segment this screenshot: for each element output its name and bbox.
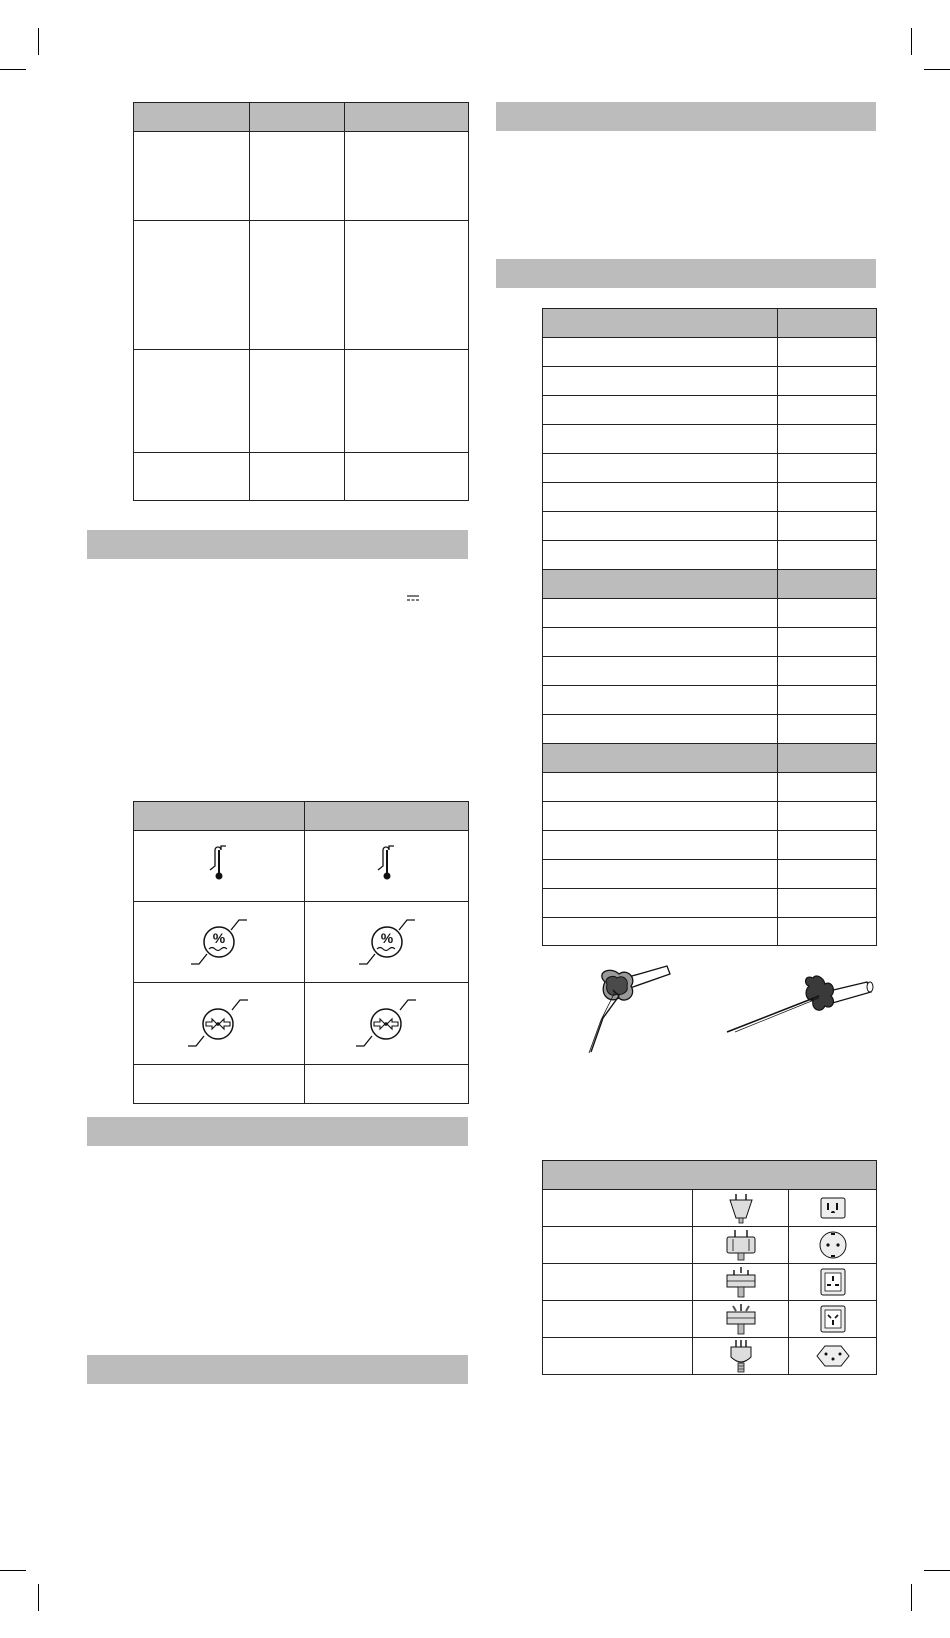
- table-row: [543, 512, 877, 541]
- table-row: [134, 1065, 469, 1104]
- specification-table: [133, 102, 469, 501]
- table-header-row: [543, 1161, 877, 1190]
- table-row: [543, 686, 877, 715]
- socket-type-a-icon: [789, 1190, 876, 1226]
- table-row: [543, 483, 877, 512]
- table-header-row: [543, 309, 877, 338]
- table-header-row: [134, 802, 469, 831]
- svg-text:%: %: [380, 930, 393, 946]
- table-row: [543, 1264, 877, 1301]
- section-heading-bar: [496, 259, 876, 288]
- plug-type-f-icon: [693, 1227, 788, 1263]
- socket-type-j-icon: [789, 1338, 876, 1374]
- table-header-row: [134, 103, 469, 132]
- socket-type-f-icon: [789, 1227, 876, 1263]
- temperature-limit-icon: [134, 831, 304, 901]
- table-row: [543, 367, 877, 396]
- parts-list-table: [542, 308, 877, 946]
- environment-conditions-table: [133, 801, 469, 1104]
- angled-probe-icon: [585, 960, 675, 1055]
- table-row: [134, 831, 469, 902]
- pressure-limit-icon: [134, 983, 304, 1064]
- table-header-row: [543, 744, 877, 773]
- temperature-limit-icon: [305, 831, 468, 901]
- table-row: [543, 1301, 877, 1338]
- table-row: [134, 132, 469, 221]
- table-row: [543, 918, 877, 946]
- table-row: [543, 1338, 877, 1375]
- section-heading-bar: [87, 530, 468, 559]
- table-row: [543, 1190, 877, 1227]
- section-heading-bar: [87, 1355, 468, 1384]
- table-row: [543, 802, 877, 831]
- table-row: [134, 453, 469, 501]
- table-row: [543, 889, 877, 918]
- straight-probe-icon: [725, 970, 875, 1040]
- plug-type-g-icon: [693, 1264, 788, 1300]
- table-row: [543, 425, 877, 454]
- plug-type-i-icon: [693, 1301, 788, 1337]
- table-row: [543, 599, 877, 628]
- humidity-limit-icon: [305, 902, 468, 982]
- table-row: [543, 831, 877, 860]
- table-row: [543, 454, 877, 483]
- pressure-limit-icon: [305, 983, 468, 1064]
- table-row: [134, 983, 469, 1065]
- table-row: [543, 628, 877, 657]
- plug-type-a-icon: [693, 1190, 788, 1226]
- dc-symbol-icon: [407, 595, 419, 602]
- table-row: [543, 773, 877, 802]
- table-row: [134, 221, 469, 350]
- table-header-row: [543, 570, 877, 599]
- table-row: [543, 396, 877, 425]
- humidity-limit-icon: [134, 902, 304, 982]
- plug-types-table: [542, 1160, 877, 1375]
- table-row: [543, 338, 877, 367]
- section-heading-bar: [496, 102, 876, 131]
- table-row: [543, 541, 877, 570]
- plug-type-j-icon: [693, 1338, 788, 1374]
- table-row: [134, 902, 469, 983]
- socket-type-i-icon: [789, 1301, 876, 1337]
- table-row: [543, 860, 877, 889]
- section-heading-bar: [87, 1117, 468, 1146]
- table-row: [134, 350, 469, 453]
- svg-text:%: %: [212, 930, 226, 946]
- table-row: [543, 715, 877, 744]
- socket-type-g-icon: [789, 1264, 876, 1300]
- table-row: [543, 1227, 877, 1264]
- table-row: [543, 657, 877, 686]
